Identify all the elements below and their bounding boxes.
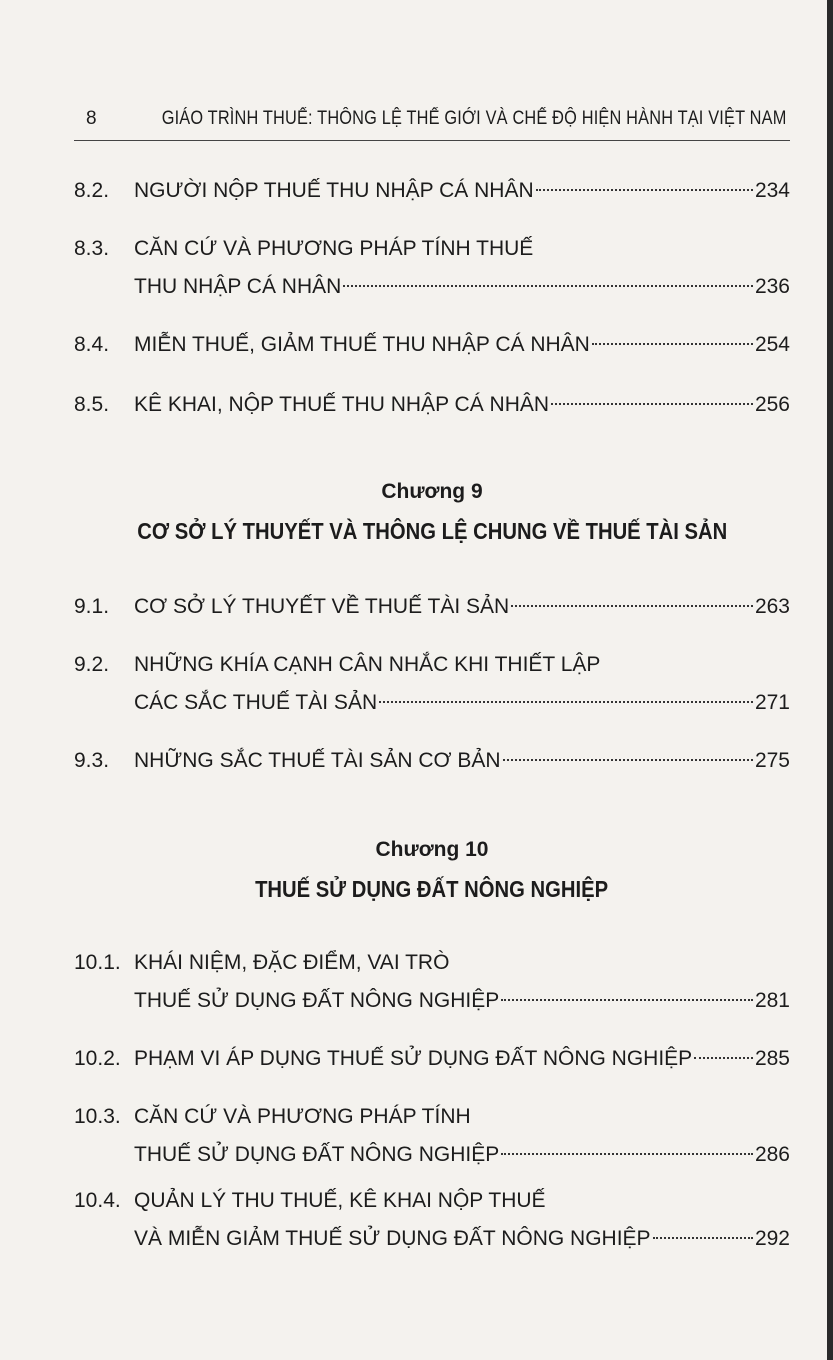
page-ref: 236 bbox=[754, 275, 790, 298]
page-ref: 234 bbox=[754, 179, 790, 202]
section-number: 10.3. bbox=[74, 1105, 121, 1128]
section-title: PHẠM VI ÁP DỤNG THUẾ SỬ DỤNG ĐẤT NÔNG NGHIỆP bbox=[134, 1047, 693, 1070]
leader-dots bbox=[501, 1153, 753, 1155]
leader-dots bbox=[653, 1237, 753, 1239]
page-ref: 275 bbox=[754, 749, 790, 772]
page-ref: 281 bbox=[754, 989, 790, 1012]
chapter-label: Chương 9 bbox=[381, 480, 483, 503]
section-number: 10.2. bbox=[74, 1047, 121, 1070]
running-header bbox=[86, 104, 786, 136]
leader-dots bbox=[536, 189, 753, 191]
leader-dots bbox=[501, 999, 753, 1001]
section-title: CƠ SỞ LÝ THUYẾT VỀ THUẾ TÀI SẢN bbox=[134, 595, 510, 618]
chapter-heading bbox=[74, 478, 790, 548]
section-title-cont: THUẾ SỬ DỤNG ĐẤT NÔNG NGHIỆP bbox=[134, 1143, 500, 1166]
leader-dots bbox=[511, 605, 753, 607]
chapter-title: CƠ SỞ LÝ THUYẾT VÀ THÔNG LỆ CHUNG VỀ THUẾ TÀI SẢN bbox=[136, 518, 728, 544]
section-title: NHỮNG SẮC THUẾ TÀI SẢN CƠ BẢN bbox=[134, 749, 501, 772]
page-number: 8 bbox=[86, 108, 97, 129]
page-ref: 285 bbox=[754, 1047, 790, 1070]
section-number: 8.4. bbox=[74, 333, 110, 356]
leader-dots bbox=[694, 1057, 753, 1059]
leader-dots bbox=[503, 759, 753, 761]
section-number: 10.1. bbox=[74, 951, 121, 974]
page-ref: 286 bbox=[754, 1143, 790, 1166]
section-number: 8.2. bbox=[74, 179, 110, 202]
section-title: CĂN CỨ VÀ PHƯƠNG PHÁP TÍNH THUẾ bbox=[134, 237, 534, 260]
section-number: 9.1. bbox=[74, 595, 110, 618]
section-number: 8.3. bbox=[74, 237, 110, 260]
section-title-cont: THUẾ SỬ DỤNG ĐẤT NÔNG NGHIỆP bbox=[134, 989, 500, 1012]
page-ref: 263 bbox=[754, 595, 790, 618]
section-number: 10.4. bbox=[74, 1189, 121, 1212]
page-ref: 292 bbox=[754, 1227, 790, 1250]
book-title: GIÁO TRÌNH THUẾ: THÔNG LỆ THẾ GIỚI VÀ CHẾ ĐỘ HIỆN HÀNH TẠI VIỆT NAM bbox=[161, 108, 786, 129]
header-rule bbox=[74, 140, 790, 141]
leader-dots bbox=[551, 403, 753, 405]
section-title: NHỮNG KHÍA CẠNH CÂN NHẮC KHI THIẾT LẬP bbox=[134, 653, 601, 676]
section-title-cont: THU NHẬP CÁ NHÂN bbox=[134, 275, 342, 298]
chapter-heading bbox=[74, 836, 790, 906]
section-title: CĂN CỨ VÀ PHƯƠNG PHÁP TÍNH bbox=[134, 1105, 471, 1128]
section-number: 9.2. bbox=[74, 653, 110, 676]
section-title: NGƯỜI NỘP THUẾ THU NHẬP CÁ NHÂN bbox=[134, 179, 534, 202]
section-title: QUẢN LÝ THU THUẾ, KÊ KHAI NỘP THUẾ bbox=[134, 1189, 546, 1212]
section-title: KÊ KHAI, NỘP THUẾ THU NHẬP CÁ NHÂN bbox=[134, 393, 550, 416]
leader-dots bbox=[592, 343, 753, 345]
leader-dots bbox=[343, 285, 753, 287]
page-ref: 254 bbox=[754, 333, 790, 356]
section-title-cont: VÀ MIỄN GIẢM THUẾ SỬ DỤNG ĐẤT NÔNG NGHIỆP bbox=[134, 1227, 651, 1250]
page-ref: 271 bbox=[754, 691, 790, 714]
section-title-cont: CÁC SẮC THUẾ TÀI SẢN bbox=[134, 691, 378, 714]
section-number: 8.5. bbox=[74, 393, 110, 416]
page-ref: 256 bbox=[754, 393, 790, 416]
chapter-title: THUẾ SỬ DỤNG ĐẤT NÔNG NGHIỆP bbox=[255, 876, 609, 902]
leader-dots bbox=[379, 701, 753, 703]
book-edge bbox=[827, 0, 833, 1360]
chapter-label: Chương 10 bbox=[375, 838, 489, 861]
section-title: KHÁI NIỆM, ĐẶC ĐIỂM, VAI TRÒ bbox=[134, 951, 450, 974]
section-title: MIỄN THUẾ, GIẢM THUẾ THU NHẬP CÁ NHÂN bbox=[134, 333, 590, 356]
section-number: 9.3. bbox=[74, 749, 110, 772]
